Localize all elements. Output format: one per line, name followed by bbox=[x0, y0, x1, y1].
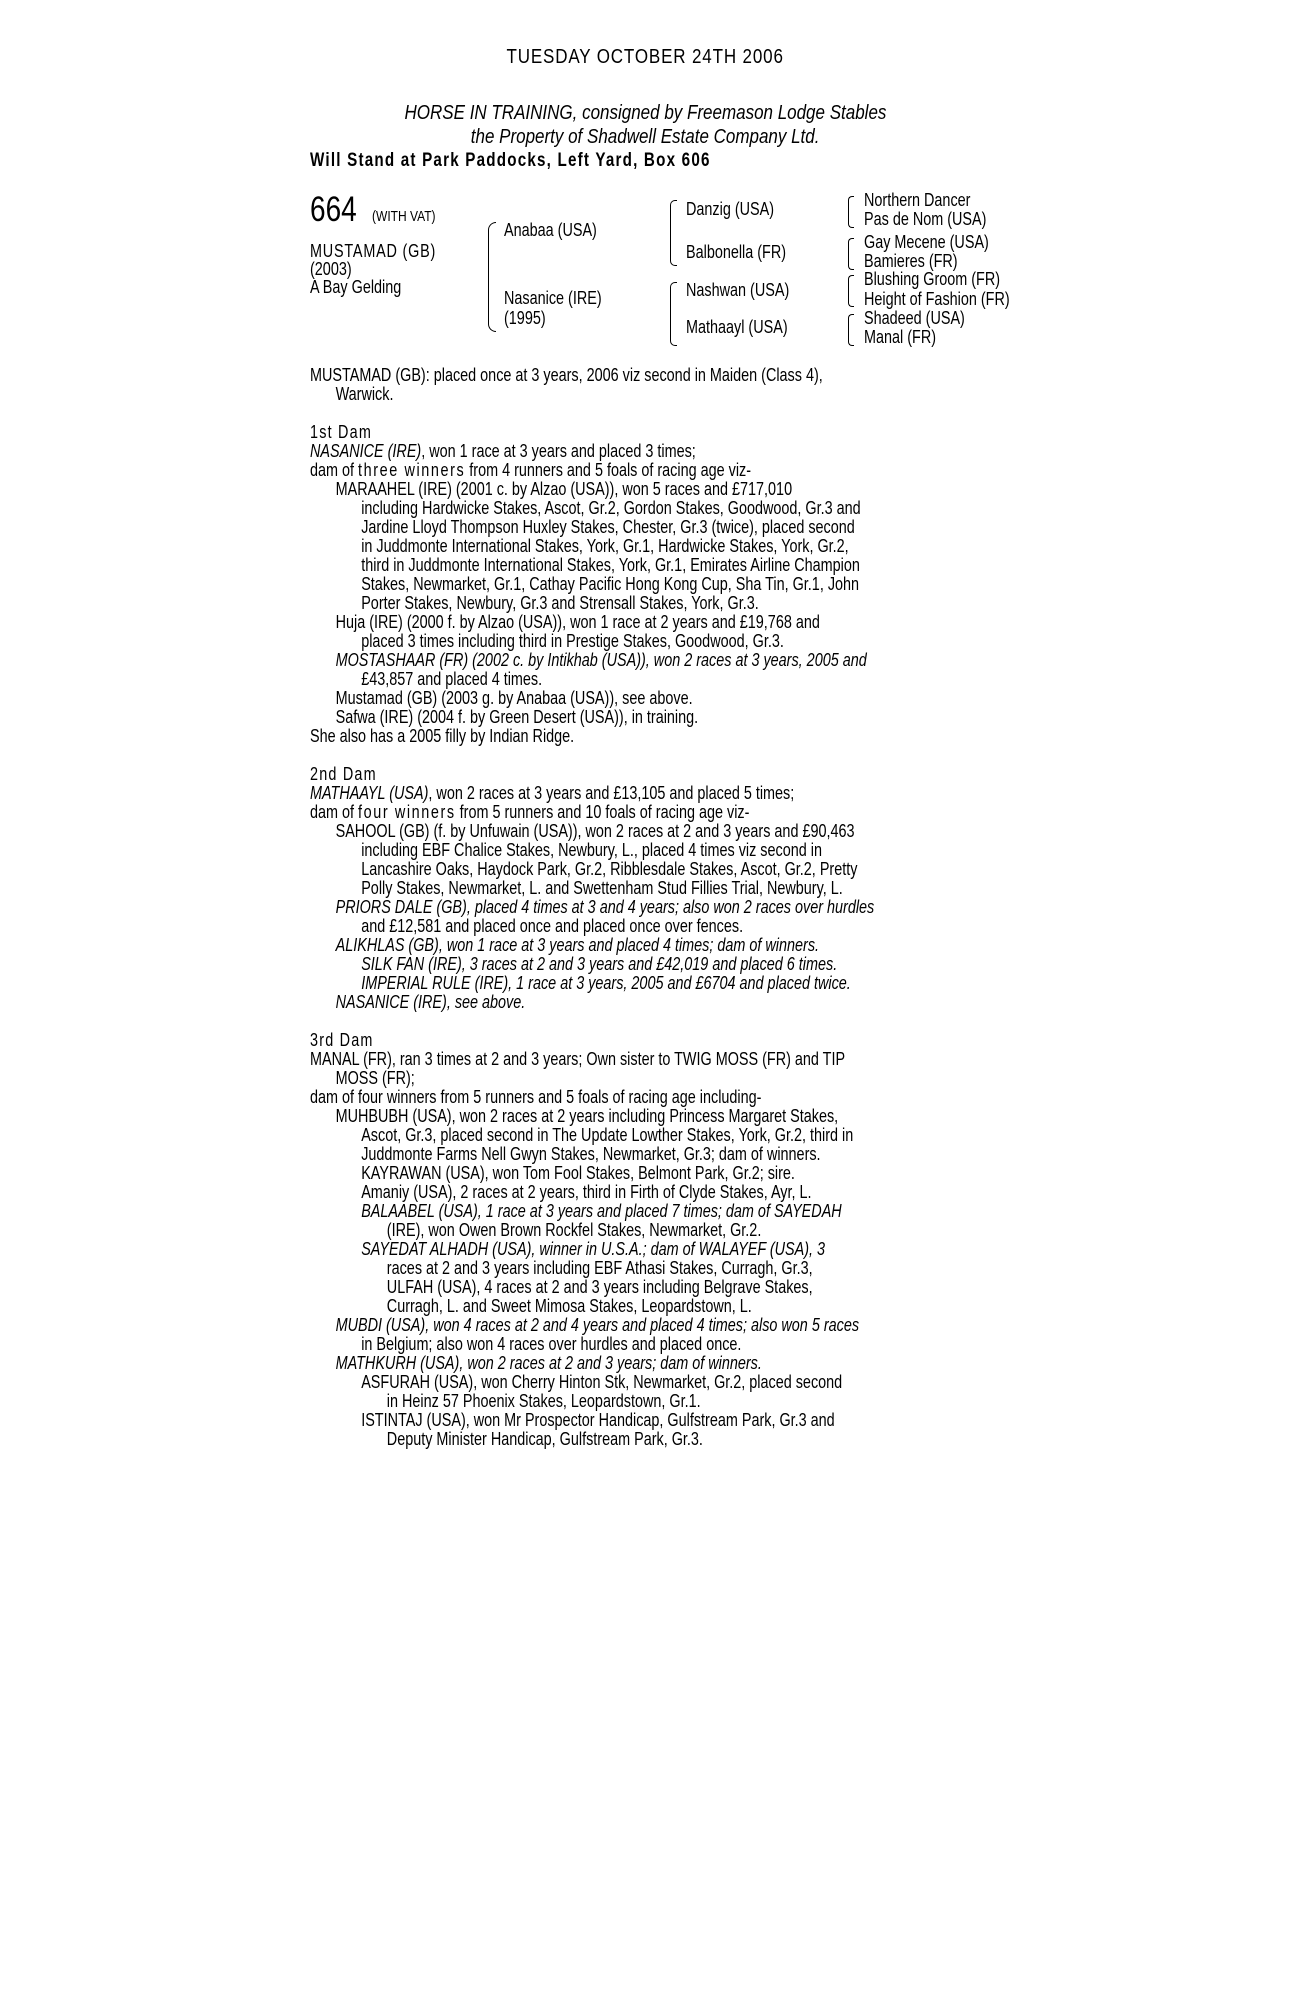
horse-year: (2003) bbox=[310, 259, 352, 279]
ped-ggp-2: Pas de Nom (USA) bbox=[864, 209, 987, 229]
ggp-brace-2 bbox=[848, 238, 854, 270]
summary-line bbox=[310, 366, 874, 385]
produce-line: MUBDI (USA), won 4 races at 2 and 4 years and placed 4 times; also won 5 races bbox=[335, 1315, 860, 1335]
produce-line: Safwa (IRE) (2004 f. by Green Desert (USA)), in training. bbox=[335, 707, 699, 727]
runners-foals: from 5 runners and 10 foals of racing age viz- bbox=[455, 802, 750, 822]
dam-of-label: dam of bbox=[310, 460, 359, 480]
produce-line: Porter Stakes, Newbury, Gr.3 and Strensall Stakes, York, Gr.3. bbox=[361, 593, 759, 613]
produce-line: Jardine Lloyd Thompson Huxley Stakes, Chester, Gr.3 (twice), placed second bbox=[361, 517, 855, 537]
produce-line: KAYRAWAN (USA), won Tom Fool Stakes, Belmont Park, Gr.2; sire. bbox=[361, 1163, 795, 1183]
produce-line: Huja (IRE) (2000 f. by Alzao (USA)), won 1 race at 2 years and £19,768 and bbox=[335, 612, 820, 632]
second-dam-record bbox=[310, 784, 874, 803]
produce-line: IMPERIAL RULE (IRE), 1 race at 3 years, 2005 and £6704 and placed twice. bbox=[361, 973, 851, 993]
third-dam-heading: 3rd Dam bbox=[310, 1030, 374, 1050]
produce-line: Juddmonte Farms Nell Gwyn Stakes, Newmarket, Gr.3; dam of winners. bbox=[361, 1144, 821, 1164]
produce-line: MANAL (FR), ran 3 times at 2 and 3 years; Own sister to TWIG MOSS (FR) and TIP bbox=[310, 1049, 846, 1069]
produce-line: £43,857 and placed 4 times. bbox=[361, 669, 543, 689]
produce-line: SILK FAN (IRE), 3 races at 2 and 3 years and £42,019 and placed 6 times. bbox=[361, 954, 838, 974]
sire-line-brace bbox=[670, 200, 677, 266]
produce-line: in Belgium; also won 4 races over hurdles and placed once. bbox=[361, 1334, 742, 1354]
first-dam-record-text: , won 1 race at 3 years and placed 3 times; bbox=[421, 441, 696, 461]
produce-line: Ascot, Gr.3, placed second in The Update Lowther Stakes, York, Gr.2, third in bbox=[361, 1125, 854, 1145]
produce-line: SAHOOL (GB) (f. by Unfuwain (USA)), won 2 races at 2 and 3 years and £90,463 bbox=[335, 821, 855, 841]
produce-line: dam of four winners from 5 runners and 5 foals of racing age including- bbox=[310, 1087, 762, 1107]
produce-line: Polly Stakes, Newmarket, L. and Swettenham Stud Fillies Trial, Newbury, L. bbox=[361, 878, 843, 898]
ped-dam: Nasanice (IRE) bbox=[504, 288, 602, 308]
produce-line: in Heinz 57 Phoenix Stakes, Leopardstown, Gr.1. bbox=[386, 1391, 701, 1411]
ped-sire-dam: Balbonella (FR) bbox=[686, 242, 787, 262]
ggp-brace-1 bbox=[848, 196, 854, 228]
produce-line: MUHBUBH (USA), won 2 races at 2 years including Princess Margaret Stakes, bbox=[335, 1106, 839, 1126]
produce-line: placed 3 times including third in Prestige Stakes, Goodwood, Gr.3. bbox=[361, 631, 784, 651]
consignment-line: HORSE IN TRAINING, consigned by Freemason Lodge Stables bbox=[404, 102, 886, 124]
ped-ggp-3: Gay Mecene (USA) bbox=[864, 232, 989, 252]
produce-line: ASFURAH (USA), won Cherry Hinton Stk, Newmarket, Gr.2, placed second bbox=[361, 1372, 843, 1392]
produce-line: PRIORS DALE (GB), placed 4 times at 3 and 4 years; also won 2 races over hurdles bbox=[335, 897, 875, 917]
ped-ggp-7: Shadeed (USA) bbox=[864, 308, 965, 328]
dam-of-label: dam of bbox=[310, 802, 359, 822]
winners-count: three winners bbox=[358, 460, 466, 480]
stand-location: Will Stand at Park Paddocks, Left Yard, Box 606 bbox=[310, 150, 711, 171]
produce-line: MATHKURH (USA), won 2 races at 2 and 3 years; dam of winners. bbox=[335, 1353, 762, 1373]
produce-line: BALAABEL (USA), 1 race at 3 years and placed 7 times; dam of SAYEDAH bbox=[361, 1201, 842, 1221]
dam-line-brace bbox=[670, 282, 677, 346]
produce-line: NASANICE (IRE), see above. bbox=[335, 992, 526, 1012]
catalogue-body bbox=[310, 366, 874, 1449]
horse-description: A Bay Gelding bbox=[310, 277, 402, 297]
produce-line: Mustamad (GB) (2003 g. by Anabaa (USA)), see above. bbox=[335, 688, 693, 708]
property-line: the Property of Shadwell Estate Company Ltd. bbox=[470, 126, 820, 148]
produce-line: (IRE), won Owen Brown Rockfel Stakes, Newmarket, Gr.2. bbox=[386, 1220, 762, 1240]
first-dam-heading: 1st Dam bbox=[310, 422, 373, 442]
summary-text: : placed once at 3 years, 2006 viz second in Maiden (Class 4), bbox=[425, 365, 823, 385]
produce-line: Amaniy (USA), 2 races at 2 years, third in Firth of Clyde Stakes, Ayr, L. bbox=[361, 1182, 812, 1202]
ped-ggp-4: Bamieres (FR) bbox=[864, 251, 958, 271]
produce-line: Stakes, Newmarket, Gr.1, Cathay Pacific Hong Kong Cup, Sha Tin, Gr.1, John bbox=[361, 574, 860, 594]
produce-line: MOSS (FR); bbox=[335, 1068, 415, 1088]
second-dam-name: MATHAAYL (USA) bbox=[310, 783, 429, 803]
ped-sire-sire: Danzig (USA) bbox=[686, 199, 775, 219]
ped-dam-sire: Nashwan (USA) bbox=[686, 280, 790, 300]
produce-line: MOSTASHAAR (FR) (2002 c. by Intikhab (USA)), won 2 races at 3 years, 2005 and bbox=[335, 650, 867, 670]
produce-line: including EBF Chalice Stakes, Newbury, L., placed 4 times viz second in bbox=[361, 840, 822, 860]
produce-line: ISTINTAJ (USA), won Mr Prospector Handicap, Gulfstream Park, Gr.3 and bbox=[361, 1410, 835, 1430]
first-dam-produce-summary bbox=[310, 461, 874, 480]
second-dam-produce-summary bbox=[310, 803, 874, 822]
runners-foals: from 4 runners and 5 foals of racing age viz- bbox=[465, 460, 752, 480]
ped-dam-year: (1995) bbox=[504, 308, 546, 328]
produce-line: in Juddmonte International Stakes, York, Gr.1, Hardwicke Stakes, York, Gr.2, bbox=[361, 536, 849, 556]
produce-line: and £12,581 and placed once and placed once over fences. bbox=[361, 916, 744, 936]
ped-ggp-5: Blushing Groom (FR) bbox=[864, 269, 1001, 289]
lot-number: 664 bbox=[310, 190, 357, 229]
produce-line: Lancashire Oaks, Haydock Park, Gr.2, Ribblesdale Stakes, Ascot, Gr.2, Pretty bbox=[361, 859, 858, 879]
ped-dam-dam: Mathaayl (USA) bbox=[686, 317, 788, 337]
summary-continuation: Warwick. bbox=[335, 384, 394, 404]
produce-line: Curragh, L. and Sweet Mimosa Stakes, Leopardstown, L. bbox=[386, 1296, 752, 1316]
page-date: TUESDAY OCTOBER 24TH 2006 bbox=[506, 46, 784, 68]
ggp-brace-3 bbox=[848, 275, 854, 307]
ggp-brace-4 bbox=[848, 314, 854, 346]
ped-sire: Anabaa (USA) bbox=[504, 220, 597, 240]
produce-line: including Hardwicke Stakes, Ascot, Gr.2, Gordon Stakes, Goodwood, Gr.3 and bbox=[361, 498, 861, 518]
winners-count: four winners bbox=[358, 802, 456, 822]
produce-line: ULFAH (USA), 4 races at 2 and 3 years including Belgrave Stakes, bbox=[386, 1277, 813, 1297]
produce-line: Deputy Minister Handicap, Gulfstream Park, Gr.3. bbox=[386, 1429, 703, 1449]
summary-horse-name: MUSTAMAD (GB) bbox=[310, 365, 426, 385]
produce-line: races at 2 and 3 years including EBF Athasi Stakes, Curragh, Gr.3, bbox=[386, 1258, 813, 1278]
ped-ggp-1: Northern Dancer bbox=[864, 190, 971, 210]
produce-line: third in Juddmonte International Stakes, York, Gr.1, Emirates Airline Champion bbox=[361, 555, 860, 575]
produce-line: SAYEDAT ALHADH (USA), winner in U.S.A.; dam of WALAYEF (USA), 3 bbox=[361, 1239, 826, 1259]
produce-line: ALIKHLAS (GB), won 1 race at 3 years and placed 4 times; dam of winners. bbox=[335, 935, 820, 955]
first-dam-record bbox=[310, 442, 874, 461]
horse-name: MUSTAMAD (GB) bbox=[310, 241, 437, 261]
second-dam-heading: 2nd Dam bbox=[310, 764, 377, 784]
first-dam-name: NASANICE (IRE) bbox=[310, 441, 422, 461]
produce-line: MARAAHEL (IRE) (2001 c. by Alzao (USA)), won 5 races and £717,010 bbox=[335, 479, 793, 499]
produce-line: She also has a 2005 filly by Indian Ridge. bbox=[310, 726, 575, 746]
ped-ggp-8: Manal (FR) bbox=[864, 327, 937, 347]
second-dam-record-text: , won 2 races at 3 years and £13,105 and placed 5 times; bbox=[428, 783, 795, 803]
sire-dam-brace bbox=[488, 222, 496, 332]
ped-ggp-6: Height of Fashion (FR) bbox=[864, 289, 1010, 309]
vat-note: (WITH VAT) bbox=[372, 208, 436, 225]
horse-identity bbox=[310, 242, 436, 296]
